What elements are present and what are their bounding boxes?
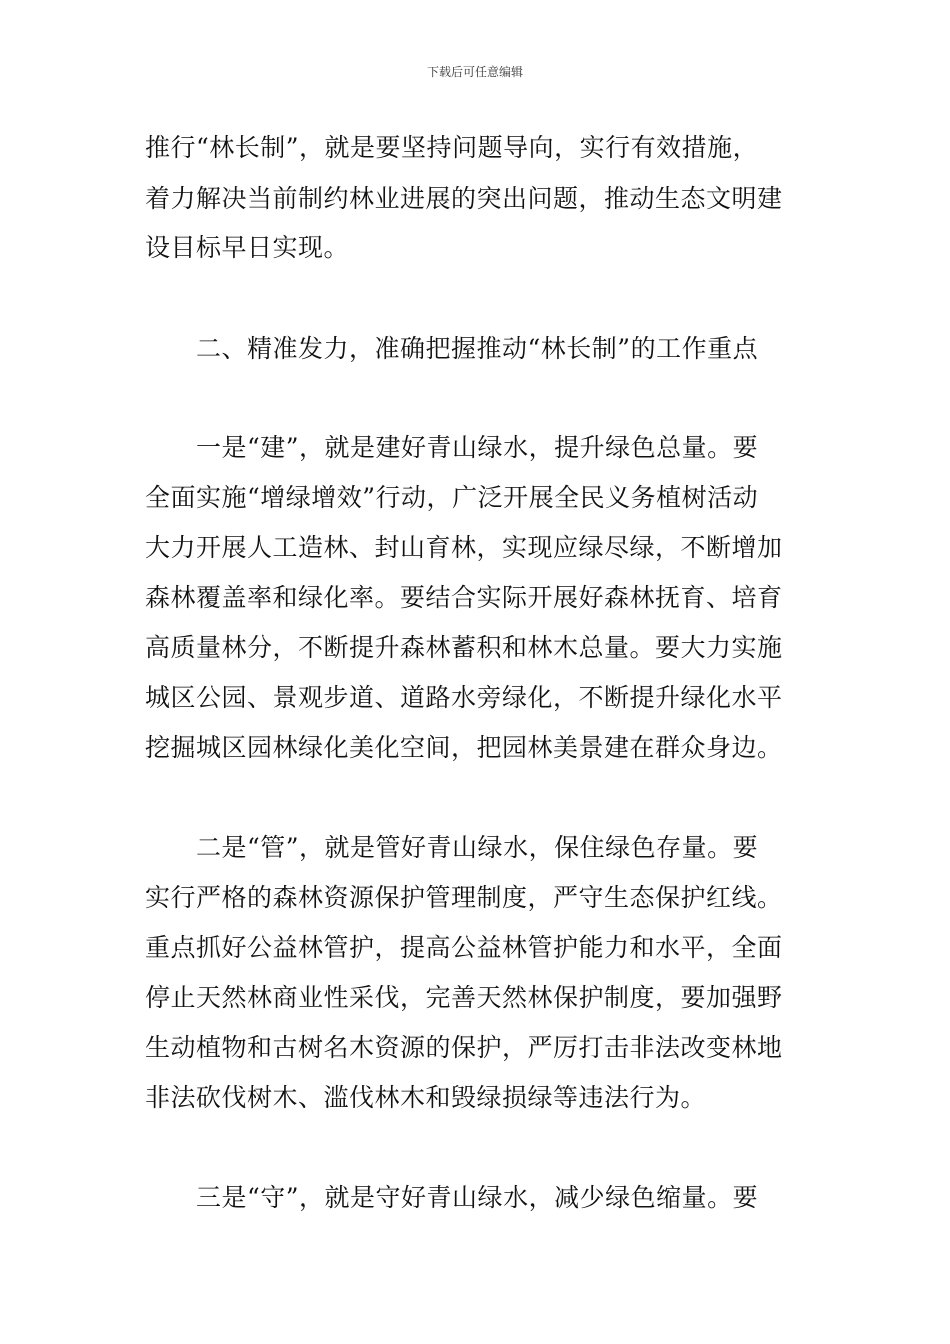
section-heading: 二、精准发力，准确把握推动“林长制”的工作重点 <box>196 334 759 363</box>
body-line: 设目标早日实现。 <box>145 233 350 262</box>
body-line: 全面实施“增绿增效”行动，广泛开展全民义务植树活动 <box>145 483 759 512</box>
body-line: 重点抓好公益林管护，提高公益林管护能力和水平，全面 <box>145 933 783 962</box>
body-line: 大力开展人工造林、封山育林，实现应绿尽绿，不断增加 <box>145 533 783 562</box>
body-line: 实行严格的森林资源保护管理制度，严守生态保护红线。 <box>145 883 783 912</box>
body-line: 着力解决当前制约林业进展的突出问题，推动生态文明建 <box>145 184 783 213</box>
body-line: 生动植物和古树名木资源的保护，严厉打击非法改变林地 <box>145 1033 783 1062</box>
body-line: 二是“管”，就是管好青山绿水，保住绿色存量。要 <box>196 833 759 862</box>
body-line: 停止天然林商业性采伐，完善天然林保护制度，要加强野 <box>145 983 783 1012</box>
body-line: 挖掘城区园林绿化美化空间，把园林美景建在群众身边。 <box>145 733 783 762</box>
body-line: 高质量林分，不断提升森林蓄积和林木总量。要大力实施 <box>145 633 783 662</box>
body-line: 三是“守”，就是守好青山绿水，减少绿色缩量。要 <box>196 1183 759 1212</box>
page-header: 下载后可任意编辑 <box>426 65 523 79</box>
body-line: 一是“建”，就是建好青山绿水，提升绿色总量。要 <box>196 433 759 462</box>
body-line: 城区公园、景观步道、道路水旁绿化，不断提升绿化水平 <box>145 683 783 712</box>
body-line: 森林覆盖率和绿化率。要结合实际开展好森林抚育、培育 <box>145 583 783 612</box>
body-line: 推行“林长制”，就是要坚持问题导向，实行有效措施， <box>145 133 759 162</box>
body-line: 非法砍伐树木、滥伐林木和毁绿损绿等违法行为。 <box>145 1083 707 1112</box>
